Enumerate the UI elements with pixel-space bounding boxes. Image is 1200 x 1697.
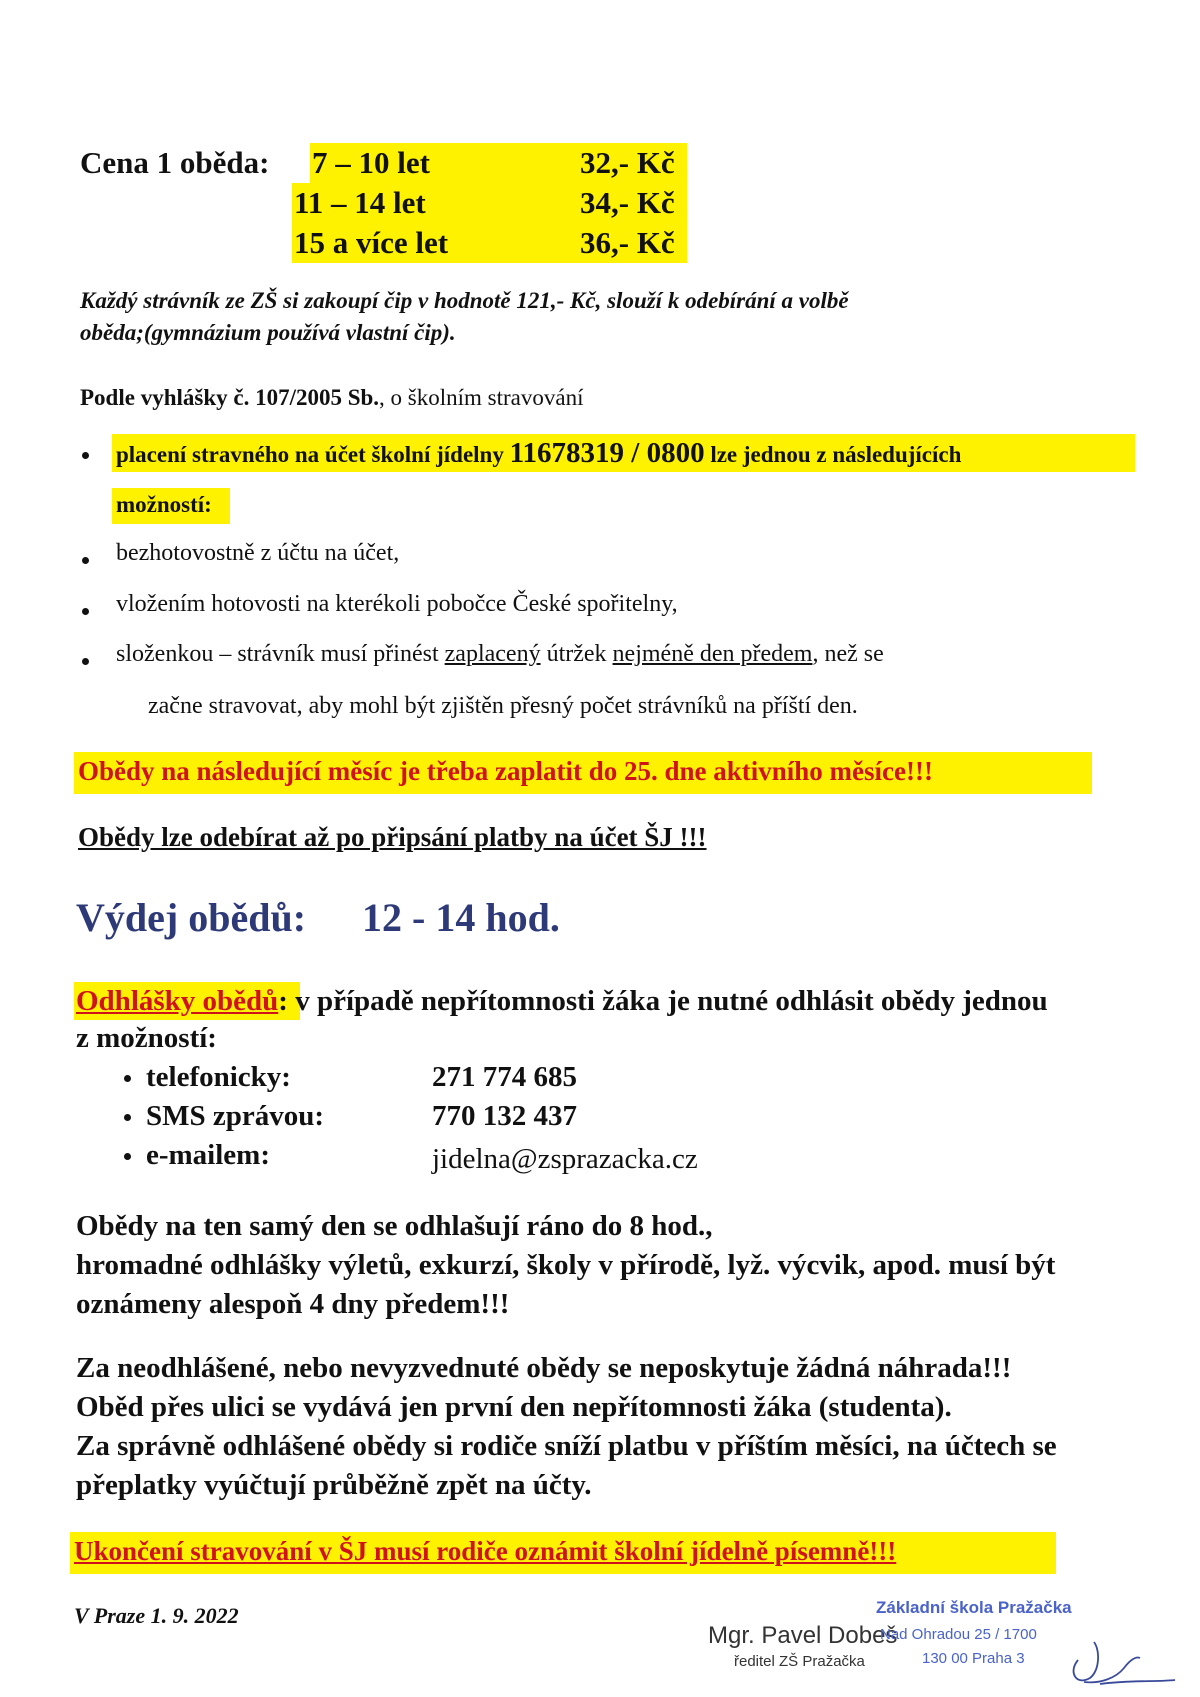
bullet-dot [82,608,89,615]
payment-account-line2: možností: [116,492,212,517]
stamp-line1: Základní škola Pražačka [876,1598,1072,1617]
cancellation-line [76,985,1048,1018]
slip-part1: složenkou – strávník musí přinést [116,641,445,667]
footer-date: V Praze 1. 9. 2022 [74,1603,239,1628]
contact-value-phone: 271 774 685 [432,1061,577,1093]
regulation [80,385,583,411]
bullet-dot [124,1114,131,1121]
payment-slip-line2: začne stravovat, aby mohl být zjištěn přesný počet strávníků na příští den. [148,693,858,719]
slip-part3: , než se [812,641,884,667]
regulation-bold: Podle vyhlášky č. 107/2005 Sb. [80,385,380,410]
contact-value-sms: 770 132 437 [432,1100,577,1132]
chip-note-line2: oběda;(gymnázium používá vlastní čip). [80,320,456,345]
signature-scribble [1060,1620,1180,1690]
price-value-1: 32,- Kč [580,145,675,180]
price-age-3: 15 a více let [294,225,449,260]
payment-option-slip [116,641,884,668]
rules-line1: Za neodhlášené, nebo nevyzvednuté obědy se neposkytuje žádná náhrada!!! [76,1352,1012,1384]
price-value-3: 36,- Kč [580,225,675,260]
rules-line2: Oběd přes ulici se vydává jen první den nepřítomnosti žáka (studenta). [76,1391,952,1423]
signer-title: ředitel ZŠ Pražačka [734,1653,865,1670]
serving-hours: 12 - 14 hod. [362,895,560,940]
bullet-dot [82,658,89,665]
chip-note-line1: Každý strávník ze ZŠ si zakoupí čip v hodnotě 121,- Kč, slouží k odebírání a volbě [80,288,849,313]
contact-value-email[interactable]: jidelna@zsprazacka.cz [432,1143,698,1175]
price-age-2: 11 – 14 let [294,185,426,220]
stamp-line3: 130 00 Praha 3 [922,1650,1025,1667]
slip-underline1: zaplacený [444,641,541,667]
same-day-line1: Obědy na ten samý den se odhlašují ráno do 8 hod., [76,1210,713,1242]
termination-notice: Ukončení stravování v ŠJ musí rodiče oznámit školní jídelně písemně!!! [74,1536,897,1566]
bullet-dot [82,557,89,564]
after-payment-notice: Obědy lze odebírat až po připsání platby na účet ŠJ !!! [78,822,707,852]
rules-line3: Za správně odhlášené obědy si rodiče sníží platbu v příštím měsíci, na účtech se [76,1430,1057,1462]
cancellation-text2: z možností: [76,1022,217,1054]
account-prefix: placení stravného na účet školní jídelny [116,442,510,467]
deadline-notice: Obědy na následující měsíc je třeba zaplatit do 25. dne aktivního měsíce!!! [78,756,933,786]
same-day-line3: oznámeny alespoň 4 dny předem!!! [76,1288,510,1320]
price-value-2: 34,- Kč [580,185,675,220]
serving-label: Výdej obědů: [76,895,307,940]
contact-method-sms: SMS zprávou: [146,1100,325,1132]
bullet-dot [82,452,89,459]
cancellation-title: Odhlášky obědů [76,985,279,1017]
payment-option-2: vložením hotovosti na kterékoli pobočce České spořitelny, [116,591,678,617]
regulation-rest: , o školním stravování [379,385,584,410]
account-suffix: lze jednou z následujících [704,442,962,467]
payment-option-1: bezhotovostně z účtu na účet, [116,540,400,566]
price-label: Cena 1 oběda: [80,145,270,180]
rules-line4: přeplatky vyúčtují průběžně zpět na účty. [76,1469,592,1501]
account-number: 11678319 / 0800 [509,437,705,469]
cancellation-text: : v případě nepřítomnosti žáka je nutné odhlásit obědy jednou [278,985,1048,1017]
price-age-1: 7 – 10 let [312,145,430,180]
bullet-dot [124,1075,131,1082]
bullet-dot [124,1153,131,1160]
stamp-line2: Nad Ohradou 25 / 1700 [880,1626,1037,1643]
slip-part2: útržek [540,641,613,667]
contact-method-email: e-mailem: [146,1139,270,1171]
same-day-line2: hromadné odhlášky výletů, exkurzí, školy v přírodě, lyž. výcvik, apod. musí být [76,1249,1056,1281]
contact-method-phone: telefonicky: [146,1061,291,1093]
payment-account-line [116,437,961,470]
slip-underline2: nejméně den předem [612,641,813,667]
signer-name: Mgr. Pavel Dobeš [708,1622,898,1649]
